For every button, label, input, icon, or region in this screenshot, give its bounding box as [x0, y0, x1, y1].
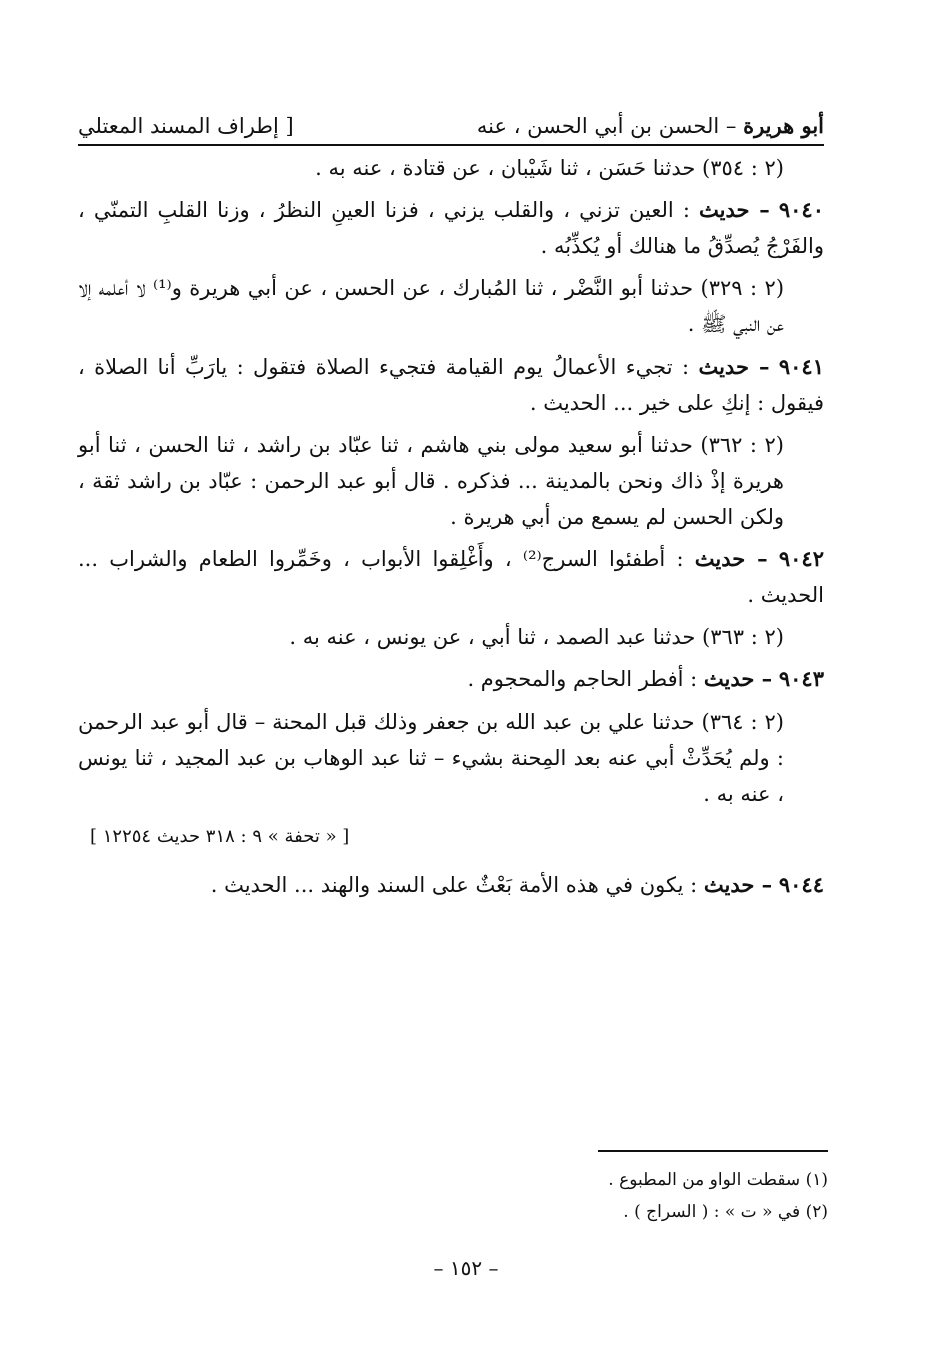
hadith-paragraph — [78, 541, 824, 613]
hadith-text: : أطفئوا السرج⁽²⁾ ، وأَغْلِقوا الأبواب ، وخَمِّروا الطعام والشراب ... الحديث . — [78, 547, 824, 608]
hadith-text: : أفطر الحاجم والمحجوم . — [467, 667, 698, 692]
hadith-keyword: – حديث — [698, 353, 770, 379]
hadith-keyword: – حديث — [699, 197, 770, 223]
running-header — [78, 98, 824, 146]
hadith-keyword: – حديث — [694, 546, 768, 572]
header-right-rest: – الحسن بن أبي الحسن ، عنه — [476, 114, 744, 138]
source-paragraph: (٢ : ٣٦٣) حدثنا عبد الصمد ، ثنا أبي ، عن يونس ، عنه به . — [289, 625, 784, 650]
source-paragraph: (٢ : ٣٥٤) حدثنا حَسَن ، ثنا شَيْبان ، عن قتادة ، عنه به . — [315, 156, 784, 180]
header-right-bold: أبو هريرة — [743, 113, 824, 138]
hadith-text: : العين تزني ، والقلب يزني ، فزنا العينِ النظرُ ، وزنا القلبِ التمنّي ، والفَرْجُ يُصدِّقُ ما هنالك أو يُكذِّبُه . — [78, 198, 824, 259]
hadith-paragraph — [78, 192, 824, 264]
hadith-keyword: – حديث — [703, 871, 773, 897]
hadith-paragraph — [78, 349, 824, 421]
hadith-paragraph — [78, 661, 824, 697]
header-left-title: [ إطراف المسند المعتلي — [78, 114, 294, 138]
source-paragraph: (٢ : ٣٦٢) حدثنا أبو سعيد مولى بني هاشم ، ثنا عبّاد بن راشد ، ثنا الحسن ، ثنا أبو هريرة إذْ ذاك ونحن بالمدينة ... فذكره . قال أبو عبد الرحمن : عبّاد بن راشد ثقة ، ولكن الحسن لم يسمع من أبي هريرة . — [78, 432, 784, 529]
hadith-number: ٩٠٤٣ — [778, 666, 824, 692]
header-right-title — [477, 113, 824, 138]
hadith-number: ٩٠٤٤ — [778, 871, 824, 897]
hadith-text: : يكون في هذه الأمة بَعْثٌ على السند والهند ... الحديث . — [210, 872, 698, 897]
source-paragraph: (٢ : ٣٢٩) حدثنا أبو النَّضْر ، ثنا المُبارك ، عن الحسن ، عن أبي هريرة و⁽¹⁾ لا أعلمه إلا عن النبي ﷺ . — [78, 276, 785, 337]
hadith-paragraph — [78, 867, 824, 903]
footnotes — [598, 1150, 828, 1229]
hadith-keyword: – حديث — [703, 666, 773, 692]
reference-line: [ « تحفة » ٩ : ٣١٨ حديث ١٢٢٥٤ ] — [90, 825, 350, 847]
hadith-number: ٩٠٤٠ — [778, 197, 824, 223]
hadith-text: : تجيء الأعمالُ يوم القيامة فتجيء الصلاة فتقول : يارَبِّ أنا الصلاة ، فيقول : إنكِ على خير ... الحديث . — [78, 354, 824, 415]
footnote-2: (٢) في « ت » : ( السراج ) . — [623, 1202, 828, 1223]
footnote-1: (١) سقطت الواو من المطبوع . — [608, 1170, 828, 1190]
main-text — [78, 150, 824, 909]
hadith-number: ٩٠٤٢ — [778, 546, 824, 572]
source-paragraph: (٢ : ٣٦٤) حدثنا علي بن عبد الله بن جعفر وذلك قبل المحنة – قال أبو عبد الرحمن : ولم يُحَدِّثْ أبي عنه بعد المِحنة بشيء – ثنا عبد الوهاب بن عبد المجيد ، ثنا يونس ، عنه به . — [78, 709, 784, 806]
hadith-number: ٩٠٤١ — [778, 353, 824, 379]
page-number: – ١٥٢ – — [433, 1256, 499, 1280]
